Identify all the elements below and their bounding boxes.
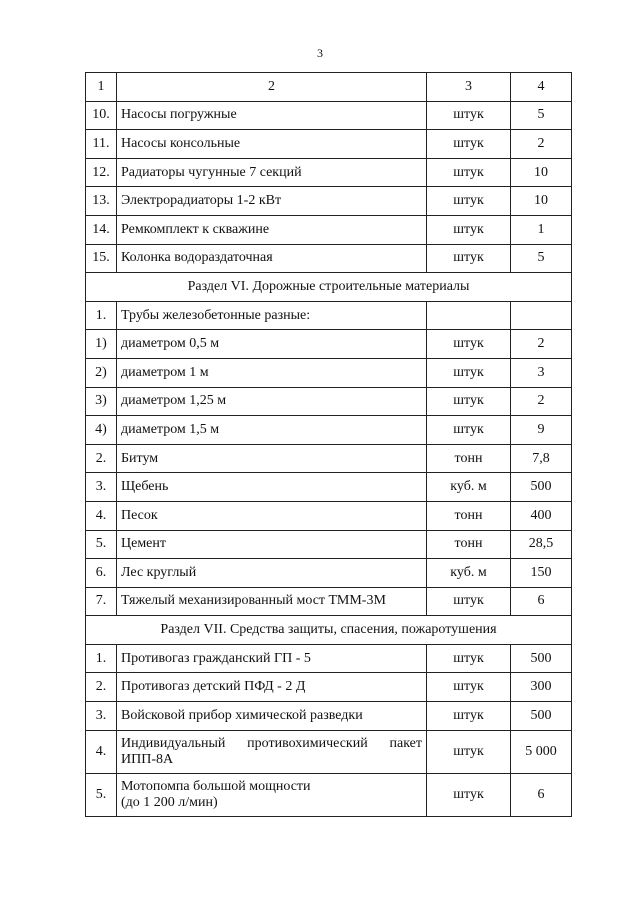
row-number: 6.	[86, 559, 117, 588]
row-name: Насосы консольные	[117, 130, 427, 159]
row-quantity: 6	[511, 773, 572, 816]
row-quantity	[511, 301, 572, 330]
table-row	[86, 187, 572, 216]
row-unit: штук	[427, 130, 511, 159]
row-number: 10.	[86, 101, 117, 130]
row-number: 1.	[86, 644, 117, 673]
row-name: Битум	[117, 444, 427, 473]
row-quantity: 2	[511, 130, 572, 159]
row-unit: куб. м	[427, 473, 511, 502]
row-unit: штук	[427, 387, 511, 416]
header-col-3: 3	[427, 73, 511, 102]
row-name-line-2: (до 1 200 л/мин)	[121, 794, 218, 810]
row-unit: штук	[427, 587, 511, 616]
row-number: 7.	[86, 587, 117, 616]
row-number: 3.	[86, 473, 117, 502]
row-quantity: 400	[511, 501, 572, 530]
section-title: Раздел VII. Средства защиты, спасения, пожаротушения	[86, 616, 572, 645]
row-quantity: 10	[511, 187, 572, 216]
row-unit	[427, 301, 511, 330]
table-row	[86, 444, 572, 473]
row-quantity: 500	[511, 702, 572, 731]
row-name: Тяжелый механизированный мост ТММ-3М	[117, 587, 427, 616]
row-quantity: 150	[511, 559, 572, 588]
row-number: 1)	[86, 330, 117, 359]
table-row	[86, 158, 572, 187]
row-name: диаметром 1,25 м	[117, 387, 427, 416]
row-name-line-1: Мотопомпа большой мощности	[121, 778, 311, 794]
row-name: Цемент	[117, 530, 427, 559]
header-col-1: 1	[86, 73, 117, 102]
row-unit: штук	[427, 730, 511, 773]
row-number: 3.	[86, 702, 117, 731]
row-number: 2.	[86, 673, 117, 702]
row-unit: штук	[427, 702, 511, 731]
row-unit: штук	[427, 187, 511, 216]
row-quantity: 7,8	[511, 444, 572, 473]
table-row	[86, 644, 572, 673]
table-row	[86, 358, 572, 387]
row-name: Песок	[117, 501, 427, 530]
table-row	[86, 559, 572, 588]
table-header-row	[86, 73, 572, 102]
row-number: 3)	[86, 387, 117, 416]
table-row	[86, 587, 572, 616]
row-number: 13.	[86, 187, 117, 216]
row-unit: штук	[427, 644, 511, 673]
row-unit: тонн	[427, 501, 511, 530]
row-unit: штук	[427, 416, 511, 445]
row-number: 15.	[86, 244, 117, 273]
row-number: 14.	[86, 215, 117, 244]
row-number: 12.	[86, 158, 117, 187]
section-header-row	[86, 616, 572, 645]
row-unit: штук	[427, 773, 511, 816]
row-unit: куб. м	[427, 559, 511, 588]
row-number: 1.	[86, 301, 117, 330]
table-row	[86, 730, 572, 773]
row-name: Противогаз гражданский ГП - 5	[117, 644, 427, 673]
table-row	[86, 673, 572, 702]
row-unit: штук	[427, 101, 511, 130]
header-col-4: 4	[511, 73, 572, 102]
row-name: Щебень	[117, 473, 427, 502]
row-number: 2)	[86, 358, 117, 387]
table-row	[86, 330, 572, 359]
row-number: 5.	[86, 773, 117, 816]
row-quantity: 500	[511, 644, 572, 673]
row-name: Ремкомплект к скважине	[117, 215, 427, 244]
row-quantity: 5	[511, 244, 572, 273]
row-unit: тонн	[427, 530, 511, 559]
row-quantity: 300	[511, 673, 572, 702]
row-name	[117, 773, 427, 816]
row-quantity: 2	[511, 387, 572, 416]
table-row	[86, 244, 572, 273]
row-number: 2.	[86, 444, 117, 473]
row-quantity: 5 000	[511, 730, 572, 773]
row-quantity: 3	[511, 358, 572, 387]
row-number: 4)	[86, 416, 117, 445]
table-row	[86, 702, 572, 731]
row-quantity: 9	[511, 416, 572, 445]
row-unit: штук	[427, 358, 511, 387]
row-unit: тонн	[427, 444, 511, 473]
row-name: Трубы железобетонные разные:	[117, 301, 427, 330]
table-row	[86, 416, 572, 445]
row-number: 11.	[86, 130, 117, 159]
header-col-2: 2	[117, 73, 427, 102]
row-number: 4.	[86, 501, 117, 530]
row-quantity: 10	[511, 158, 572, 187]
row-name: Лес круглый	[117, 559, 427, 588]
row-name: Колонка водораздаточная	[117, 244, 427, 273]
row-name: Насосы погружные	[117, 101, 427, 130]
row-quantity: 2	[511, 330, 572, 359]
table-row	[86, 387, 572, 416]
equipment-table	[85, 72, 572, 817]
section-title: Раздел VI. Дорожные строительные материалы	[86, 273, 572, 302]
row-name: Индивидуальный противохимический пакет ИПП-8А	[117, 730, 427, 773]
row-name: диаметром 1 м	[117, 358, 427, 387]
table-row	[86, 101, 572, 130]
row-quantity: 6	[511, 587, 572, 616]
table-row	[86, 773, 572, 816]
row-unit: штук	[427, 330, 511, 359]
row-name: Противогаз детский ПФД - 2 Д	[117, 673, 427, 702]
row-quantity: 5	[511, 101, 572, 130]
table-row	[86, 130, 572, 159]
page-number: 3	[317, 46, 323, 60]
row-name: Войсковой прибор химической разведки	[117, 702, 427, 731]
table-row	[86, 530, 572, 559]
table-row	[86, 301, 572, 330]
row-unit: штук	[427, 673, 511, 702]
row-number: 5.	[86, 530, 117, 559]
row-name: диаметром 0,5 м	[117, 330, 427, 359]
table-row	[86, 215, 572, 244]
row-number: 4.	[86, 730, 117, 773]
row-name: Электрорадиаторы 1-2 кВт	[117, 187, 427, 216]
row-quantity: 500	[511, 473, 572, 502]
section-header-row	[86, 273, 572, 302]
row-unit: штук	[427, 158, 511, 187]
table-row	[86, 473, 572, 502]
row-quantity: 28,5	[511, 530, 572, 559]
row-unit: штук	[427, 215, 511, 244]
row-quantity: 1	[511, 215, 572, 244]
row-name: диаметром 1,5 м	[117, 416, 427, 445]
row-name: Радиаторы чугунные 7 секций	[117, 158, 427, 187]
row-unit: штук	[427, 244, 511, 273]
table-row	[86, 501, 572, 530]
